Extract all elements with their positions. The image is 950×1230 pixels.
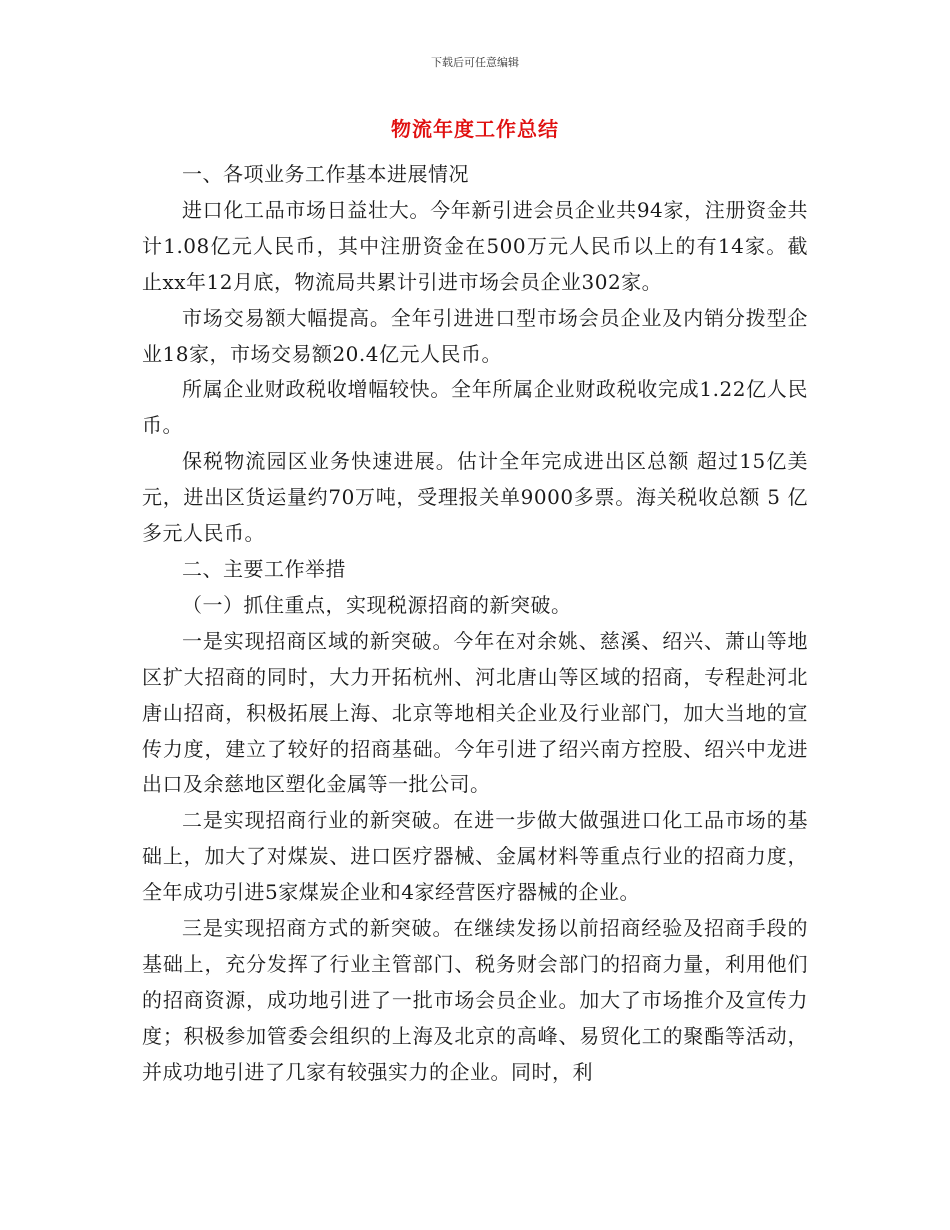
section-heading-2: 二、主要工作举措	[182, 556, 346, 581]
paragraph: 所属企业财政税收增幅较快。全年所属企业财政税收完成1.22亿人民币。	[142, 377, 808, 438]
section-heading-1: 一、各项业务工作基本进展情况	[182, 162, 469, 186]
subsection-heading: （一）抓住重点，实现税源招商的新突破。	[182, 592, 572, 617]
header-note: 下载后可任意编辑	[431, 56, 519, 69]
paragraph: 一是实现招商区域的新突破。今年在对余姚、慈溪、绍兴、萧山等地区扩大招商的同时，大力开拓杭州、河北唐山等区域的招商，专程赴河北唐山招商，积极拓展上海、北京等地相关企业及行业部门，加大当地的宣传力度，建立了较好的招商基础。今年引进了绍兴南方控股、绍兴中龙进出口及余慈地区塑化金属等一批公司。	[142, 628, 808, 797]
paragraph: 保税物流园区业务快速进展。估计全年完成进出区总额 超过15亿美元，进出区货运量约70万吨，受理报关单9000多票。海关税收总额 5 亿多元人民币。	[142, 449, 808, 546]
paragraph: 二是实现招商行业的新突破。在进一步做大做强进口化工品市场的基础上，加大了对煤炭、进口医疗器械、金属材料等重点行业的招商力度，全年成功引进5家煤炭企业和4家经营医疗器械的企业。	[142, 808, 808, 905]
document-title: 物流年度工作总结	[391, 117, 559, 141]
document-body	[142, 157, 808, 1091]
paragraph: 三是实现招商方式的新突破。在继续发扬以前招商经验及招商手段的基础上，充分发挥了行业主管部门、税务财会部门的招商力量，利用他们的招商资源，成功地引进了一批市场会员企业。加大了市场推介及宣传力度；积极参加管委会组织的上海及北京的高峰、易贸化工的聚酯等活动，并成功地引进了几家有较强实力的企业。同时，利	[142, 916, 808, 1084]
paragraph: 进口化工品市场日益壮大。今年新引进会员企业共94家，注册资金共计1.08亿元人民币，其中注册资金在500万元人民币以上的有14家。截止xx年12月底，物流局共累计引进市场会员企业302家。	[142, 197, 808, 294]
paragraph: 市场交易额大幅提高。全年引进进口型市场会员企业及内销分拨型企业18家，市场交易额20.4亿元人民币。	[142, 305, 808, 366]
